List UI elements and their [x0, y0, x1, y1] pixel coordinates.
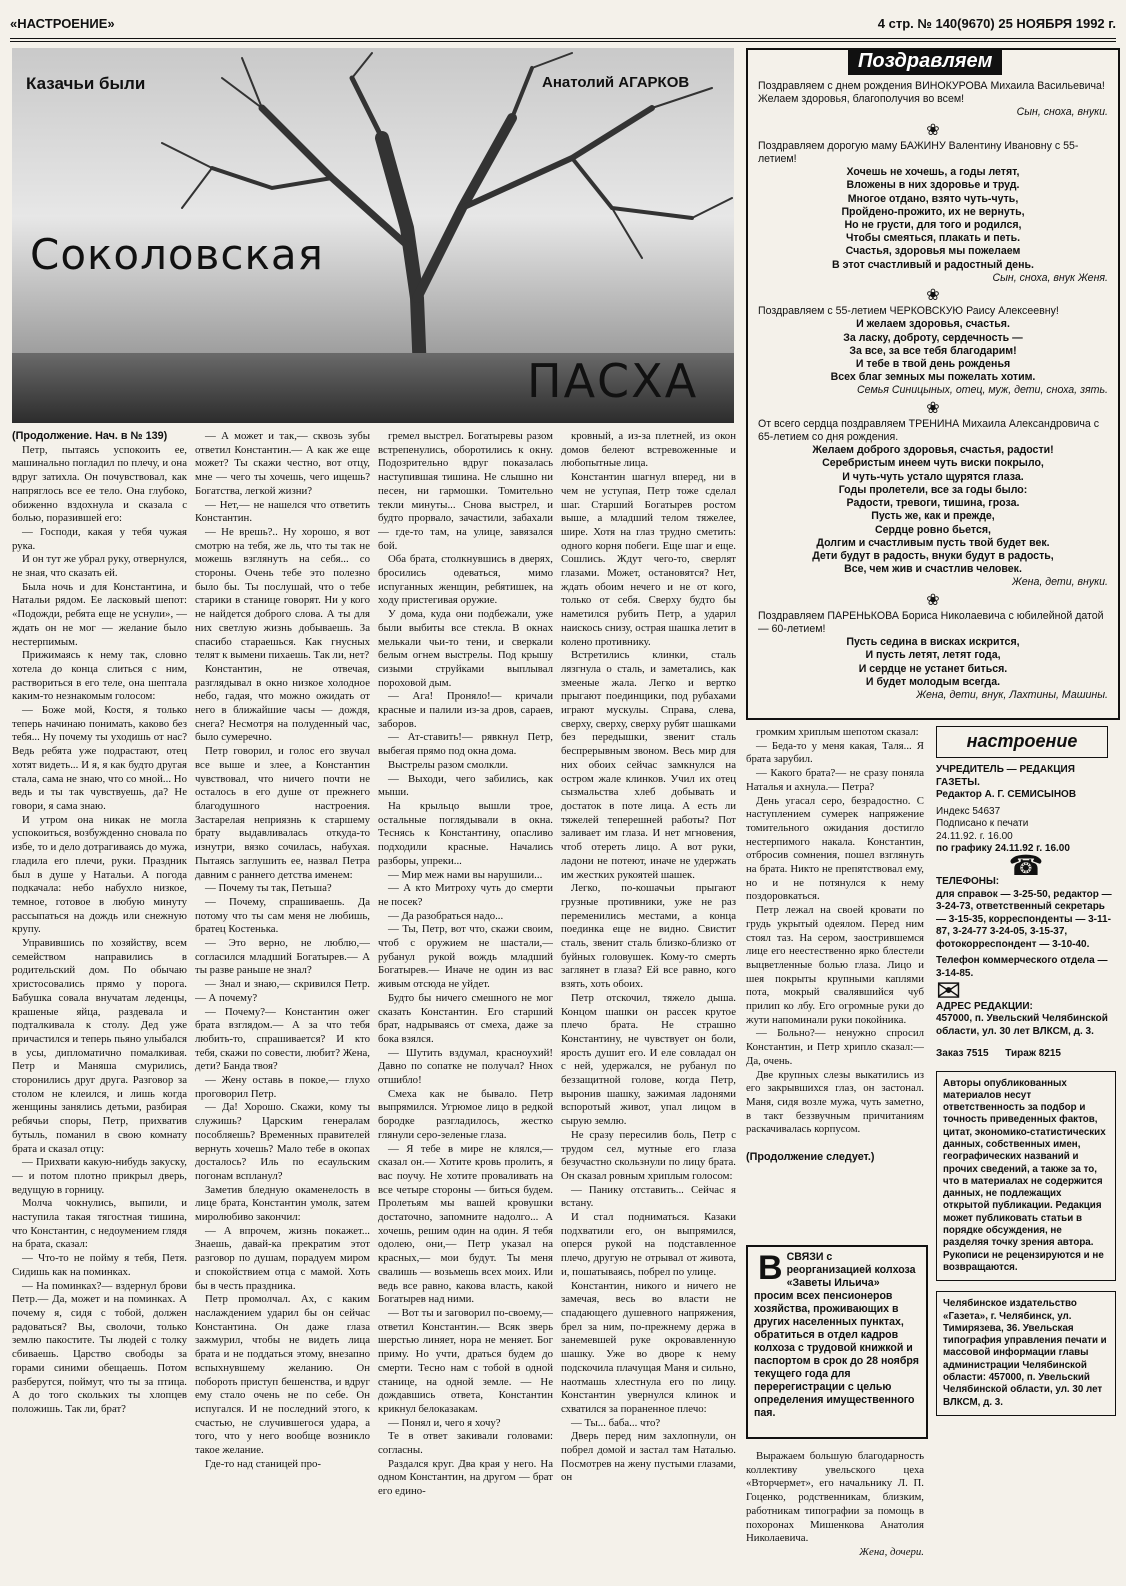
congratulation-intro: От всего сердца поздравляем ТРЕНИНА Михаила Александровича с 65-летием со дня рождения.	[758, 417, 1100, 444]
paragraph: — Шутить вздумал, красноухий! Давно по сопатке не получал? Ннох отшибло!	[378, 1046, 553, 1087]
paragraph: На крыльцо вышли трое, остальные поглядывали в окна. Теснясь к Константину, опасливо подходили красные. Начались разборы, упреки...	[378, 799, 553, 867]
signed-label: Подписано к печати	[936, 818, 1029, 829]
paragraph: Заметив бледную окаменелость в лице брата, Константин умолк, затем миролюбиво закончил:	[195, 1183, 370, 1224]
paragraph: Константин шагнул вперед, ни в чем не уступая, Петр тоже сделал шаг. Старший Богатырев ростом выше, а младший телом тяжелее, шире. Хотя на глаз трудно сметить: одного корня побеги. Еще шаг и еще. Сошлись. Ждут чего-то, сверлят глазами. Может, остановятся? Нет, ждать обоим нечего и не от кого, только от себя. Сверху будто бы наметился рубить Петр, а ударил наискось снизу, острая шашка летит в колено противнику.	[561, 471, 736, 648]
telephone-icon: ☎	[1008, 849, 1044, 881]
paragraph: Дверь перед ним захлопнули, он побрел домой и застал там Наталью. Посмотрев на жену пустыми глазами, он	[561, 1430, 736, 1484]
paragraph: Прижимаясь к нему так, словно хотела до конца слиться с ним, раствориться в его теле, она шептала каким-то незнакомым голосом:	[12, 649, 187, 703]
verse-line: Пройдено-прожито, их не вернуть,	[841, 205, 1025, 218]
to-be-continued: (Продолжение следует.)	[746, 1151, 875, 1164]
verse-line: Радости, тревоги, тишина, гроза.	[846, 497, 1020, 510]
verse-line: Пусть седина в висках искрится,	[846, 636, 1020, 649]
signed-date: 24.11.92. г. 16.00	[936, 830, 1013, 842]
verse-line: За ласку, доброту, сердечность —	[843, 331, 1023, 344]
article-column-2	[195, 430, 370, 1580]
verse-line: За все, за все тебя благодарим!	[849, 344, 1017, 357]
paragraph: Выстрелы разом смолкли.	[388, 758, 509, 771]
subscription-index: Индекс 54637	[936, 805, 1001, 817]
editor: Редактор А. Г. СЕМИСЫНОВ	[936, 789, 1077, 800]
congratulation-item	[758, 610, 1108, 702]
paragraph: — Это верно, не люблю,— согласился младший Богатырев.— А ты разве раньше не знал?	[195, 937, 370, 977]
paragraph: Петр говорил, и голос его звучал все выше и злее, а Константин чувствовал, что ничего почти не осталось в его душе от прежнего благодушного настроения. Застарелая неприязнь к старшему брату выдавливалась откуда-то изнутри, вязко сочилась, набухая. Пытаясь заглушить ее, назвал Петра давним с раннего детства именем:	[195, 745, 370, 881]
issue-info: 4 стр. № 140(9670) 25 НОЯБРЯ 1992 г.	[877, 16, 1116, 31]
paragraph: День угасал серо, безрадостно. С наступлением сумерек напряжение томительного ожидания достигло нестерпимого накала. Константин, отбросив сомнения, пошел взглянуть на брата. Никто не препятствовал ему, но и не потянулся к нему поздоровкаться.	[746, 794, 924, 903]
paragraph: — Я тебе в мире не клялся,— сказал он.— Хотите кровь пролить, я вас поучу. Не хотите проваливать на все четыре стороны — биться будем. Пролетьям мы вашей кровушки достаточно, запомните надолго... А хочешь, решим один на один. Я тебя одолею, они,— Петр указал на красных,— мои будут. Ты меня свалишь — возьмешь всех моих. Или ведь все равно, какова власть, какой Богатырев над ними.	[378, 1142, 553, 1306]
paragraph: Молча чокнулись, выпили, и наступила такая тягостная тишина, что Константин, с недоумением глядя на брата, сказал:	[12, 1197, 187, 1251]
gratitude-notice	[746, 1450, 924, 1580]
paragraph: Легко, по-кошачьи прыгают грузные противники, уже не раз переменились местами, а конца поединка еще не видно. Свистит сталь, звенит сталь близко-близко от буйных головушек. Кому-то смерть заглянет в глаза? Ей все равно, кого взять, хоть обоих.	[561, 882, 736, 991]
paragraph: — Какого брата?— не сразу поняла Наталья и ахнула.— Петра?	[746, 767, 924, 793]
paragraph: — Жену оставь в покое,— глухо проговорил Петр.	[195, 1074, 370, 1100]
verse-line: Дети будут в радость, внуки будут в радость,	[812, 549, 1054, 562]
article-title-part1: Соколовская	[30, 230, 324, 279]
paragraph: И утром она никак не могла успокоиться, возбужденно сновала по избе, то и дело дотрагиваясь до мужа, гладила его плечи, руки. Праздник был в душе у Натальи. А погода подкачала: небо набухло низкое, темное, готовое в любую минуту рассыпаться на дождь или снежную крупу.	[12, 813, 187, 936]
flower-ornament-icon: ❀	[926, 399, 940, 417]
paragraph: — Почему, спрашиваешь. Да потому что ты сам меня не любишь, братец Костенька.	[195, 895, 370, 936]
paragraph: И он тут же убрал руку, отвернулся, не зная, что сказать ей.	[12, 553, 187, 580]
paragraph: Константин, не отвечая, разглядывал в окно низкое холодное небо, гадая, что можно ожидать от него в ближайшие часы — дождя, снега? Несмотря на полуденный час, было сумеречно.	[195, 662, 370, 744]
congratulation-intro: Поздравляем с 55-летием ЧЕРКОВСКУЮ Раису Алексеевну!	[758, 305, 1059, 318]
paragraph: Где-то над станицей про-	[205, 1457, 321, 1470]
paragraph: — Что-то не пойму я тебя, Петя. Сидишь как на поминках.	[12, 1252, 187, 1278]
article-title-part2: ПАСХА	[527, 354, 699, 408]
paragraph: — Почему?— Константин ожег брата взглядом.— А за что тебя любить-то, спрашивается? И кто тебя, скажи по совести, любит? Жена, дети? Банда твоя?	[195, 1005, 370, 1073]
verse-line: Пусть же, как и прежде,	[871, 510, 995, 523]
paragraph: Была ночь и для Константина, и Натальи рядом. Ее ласковый шепот: «Подожди, ребята еще не уснули», — ждать он не мог — желание было нестерпимым.	[12, 580, 187, 648]
congratulation-item	[758, 140, 1108, 285]
paragraph: Встретились клинки, сталь лязгнула о сталь, и заметались, как змееные жала. Легко и вертко прыгают поединщики, под рубахами играют мускулы. Справа, слева, сверху, сверху, сверху рубят шашками без передышки, звенит сталь беспрерывным звоном. Весь мир для них обоих сейчас замкнулся на остром жале клинков. Учил их отец сызмальства хлеб добывать и достаток в поте лица. А есть ли тяжелей теперешней работы? Пот заливает им глаза. И нет мгновения, чтоб отереть лицо. А вот руки, ладони не потеют, иначе не удержать им жестких рукоятей шашек.	[561, 649, 736, 881]
congratulation-item	[758, 305, 1108, 397]
paragraph: — А может и так,— сквозь зубы ответил Константин.— А как же еще может? Ты скажи честно, вот отцу, мне — чего ты хочешь, чего ищешь? Богатства, легкой жизни?	[195, 430, 370, 497]
paragraph: Те в ответ закивали головами: согласны.	[378, 1430, 553, 1457]
verse-line: Хочешь не хочешь, а годы летят,	[846, 166, 1020, 179]
paragraph: — Мир меж нами вы нарушили...	[388, 868, 543, 881]
congratulation-item	[758, 418, 1108, 590]
phones-list: для справок — 3-25-50, редактор — 3-24-73, ответственный секретарь — 3-15-35, корреспонденты — 3-11-87, 3-24-77 3-24-05, 3-15-37, фотокорреспондент — 3-10-40.	[936, 888, 1112, 950]
verse-line: И сердце не устанет биться.	[858, 662, 1008, 675]
paragraph: — Выходи, чего забились, как мыши.	[378, 772, 553, 799]
address-title: АДРЕС РЕДАКЦИИ:	[936, 1000, 1033, 1012]
paragraph: — Вот ты и заговорил по-своему,— ответил Константин.— Всяк зверь шерстью линяет, нора не меняет. Бог приму. Но учти, драться будем до смерти. Тесно нам с тобой в одной станице, на одной земле. — Не дождавшись ответа, Константин крикнул белоказакам.	[378, 1307, 553, 1415]
paragraph: — Панику отставить... Сейчас я встану.	[561, 1183, 736, 1210]
paragraph: — Ты, Петр, вот что, скажи своим, чтоб с оружием не шастали,— рубанул рукой вождь младший Богатырев.— Иначе не один из вас живым отсюда не уйдет.	[378, 923, 553, 991]
paragraph: — Больно?— ненужно спросил Константин, и Петр хрипло сказал:— Да, очень.	[746, 1027, 924, 1067]
envelope-icon: ✉	[936, 975, 962, 1008]
verse-line: Вложены в них здоровье и труд.	[846, 179, 1020, 192]
congratulation-intro: Поздравляем ПАРЕНЬКОВА Бориса Николаевича с юбилейной датой — 60-летием!	[758, 609, 1104, 635]
disclaimer-box: Авторы опубликованных материалов несут ответственность за подбор и точность приведенных фактов, цитат, экономико-статистических данных, собственных имен, географических названий и прочих сведений, а также за то, что в материалах не содержится данных, не подлежащих открытой публикации. Редакция может публиковать статьи в порядке обсуждения, не разделяя точку зрения автора. Рукописи не рецензируются и не возвращаются.	[936, 1071, 1116, 1282]
article-column-5	[746, 726, 924, 1576]
paragraph: Смеха как не бывало. Петр выпрямился. Угрюмое лицо в редкой бородке разгладилось, жестко глянули серо-зеленые глаза.	[378, 1087, 553, 1141]
article-column-4	[561, 430, 736, 1580]
paragraph: Две крупных слезы выкатились из его закрывшихся глаз, он застонал. Маня, сидя возле мужа, чуть заметно, в такт беззвучным причитаниям раскачивалась корпусом.	[746, 1068, 924, 1136]
article-column-3	[378, 430, 553, 1580]
article-hero-photo	[12, 48, 734, 423]
newspaper-header	[10, 8, 1116, 42]
congratulation-signature: Жена, дети, внуки.	[1012, 576, 1108, 589]
founder: УЧРЕДИТЕЛЬ — РЕДАКЦИЯ ГАЗЕТЫ.	[936, 764, 1075, 788]
print-run: Тираж 8215	[1005, 1048, 1061, 1059]
gratitude-signature: Жена, дочери.	[859, 1545, 924, 1558]
flower-ornament-icon: ❀	[926, 121, 940, 139]
continuation-note: (Продолжение. Нач. в № 139)	[12, 430, 168, 442]
paragraph: Управившись по хозяйству, всем семейством направились в родительский дом. По обычаю христосовались прямо у порога. Бабушка совала внучатам леденцы, крашеные яйца, раздевала и подталкивала к столу. Дед уже причастился и теперь пьяно улыбался в усы, дипломатично помалкивая. Петр и Маняша смурились, сторонились друг друга. Разговор за столом не клеился, и лишь когда женщины занялись детьми, разбирая ребячьи споры, Петр, прихватив бутыль, поманил в свою комнату брата и сказал отцу:	[12, 937, 187, 1155]
verse-line: И тебе в твой день рожденья	[855, 358, 1011, 371]
congratulation-signature: Семья Синицыных, отец, муж, дети, сноха, зять.	[857, 384, 1108, 397]
print-schedule: по графику 24.11.92 г. 16.00	[936, 843, 1070, 854]
paragraph: — На поминках?— вздернул брови Петр.— Да, может и на поминках. А почему я, сидя с тобой, должен радоваться? Вы, сволочи, только землю пакостите. Ты людей с толку сбиваешь. Царство свободы за горами синими обещаешь. Потом разберутся, поймут, что ты за птица. А до того скольких ты хлопцев положишь. Так ли, брат?	[12, 1279, 187, 1415]
verse-line: Всех благ земных мы пожелать хотим.	[830, 371, 1036, 384]
paragraph: — Ты... баба... что?	[571, 1416, 661, 1429]
verse-line: Но не грусти, для того и родился,	[844, 219, 1022, 232]
announcement-box	[746, 1245, 928, 1439]
paragraph: — Ат-ставить!— рявкнул Петр, выбегая прямо под окна дома.	[378, 731, 553, 758]
drop-cap: В	[758, 1249, 783, 1287]
congratulations-list	[758, 80, 1108, 712]
article-column-1	[12, 430, 187, 1580]
verse-line: Все, чем жив и счастлив человек.	[844, 563, 1022, 576]
paragraph: Петр промолчал. Ах, с каким наслаждением ударил бы он сейчас Константина. Он даже глаза зажмурил, чтобы не видеть лица брата и не поддаться этому, внезапно вспыхнувшему желанию. Он побороть приступ бешенства, и вдруг ему стало очень не по себе. Он испугался. И не последний этого, к счастью, не случившегося удара, а того, что у него вообще возникло такое желание.	[195, 1293, 370, 1457]
paragraph: — Прихвати какую-нибудь закуску,— и потом плотно прикрыл дверь, ведущую в горницу.	[12, 1156, 187, 1196]
congratulation-intro: Поздравляем дорогую маму БАЖИНУ Валентину Ивановну с 55-летием!	[758, 139, 1079, 166]
verse-line: И чуть-чуть устало щурятся глаза.	[842, 470, 1024, 483]
congratulations-box	[746, 48, 1120, 720]
paragraph: Будто бы ничего смешного не мог сказать Константин. Его старший брат, надрываясь от смеха, даже за бока взялся.	[378, 991, 553, 1045]
newspaper-logo: настроение	[936, 726, 1108, 758]
paragraph: — Боже мой, Костя, я только теперь начинаю понимать, каково без тебя... Ну почему ты уходишь от нас? Ведь ребята уже подрастают, отец хотят видеть... И я, я как будто другая стала, сама не знаю, что со мной... Но ведь и ты так чувствуешь, да? Не говори, я сама знаю.	[12, 704, 187, 812]
announcement-body: СВЯЗИ с реорганизацией колхоза «Заветы Ильича» просим всех пенсионеров хозяйства, проживающих в других населенных пунктах, обратиться в отдел кадров колхоза с трудовой книжкой и паспортом в срок до 28 ноября текущего года для перерегистрации с целью определения имущественного пая.	[754, 1251, 919, 1419]
paragraph: И стал подниматься. Казаки подхватили его, он выпрямился, оперся рукой на подставленное плечо, другую не отрывал от живота, и, пошатываясь, побрел по улице.	[561, 1211, 736, 1278]
paragraph: Оба брата, столкнувшись в дверях, бросились одеваться, мимо испуганных женщин, ребятишек, на ходу пристегивая оружие.	[378, 553, 553, 607]
gratitude-text: Выражаем большую благодарность коллективу увельского цеха «Вторчермет», его начальнику Л. П. Гоценко, родственникам, близким, работникам типографии за помощь в похоронах Мишенкова Анатолия Николаевича.	[746, 1450, 924, 1545]
verse-line: И желаем здоровья, счастья.	[856, 318, 1010, 331]
phone-commercial: Телефон коммерческого отдела — 3-14-85.	[936, 955, 1108, 979]
congratulation-item	[758, 80, 1108, 120]
phones-title: ТЕЛЕФОНЫ:	[936, 876, 1000, 887]
paragraph: — А кто Митроху чуть до смерти не посек?	[378, 882, 553, 908]
verse-line: И будет молодым всегда.	[865, 675, 1001, 688]
publisher-box: Челябинское издательство «Газета», г. Челябинск, ул. Тимирязева, 36. Увельская типография управления печати и массовой информации главы администрации Челябинской области: 457000, п. Увельский Челябинской области, ул. 30 лет ВЛКСМ, д. 3.	[936, 1291, 1116, 1416]
article-series: Казачьи были	[26, 74, 146, 93]
congratulation-signature: Сын, сноха, внуки.	[1016, 106, 1108, 119]
paragraph: — А впрочем, жизнь покажет... Знаешь, давай-ка прекратим этот разговор по душам, порадуем миром и спокойствием отца с мамой. Хоть бы в честь праздника.	[195, 1224, 370, 1292]
article-body	[12, 430, 736, 1580]
verse-line: Долгим и счастливым пусть твой будет век.	[816, 536, 1050, 549]
paragraph: Константин, никого и ничего не замечая, весь во власти не спадающего душевного напряжения, брел за ним, по-прежнему держа в занемевшей руке окровавленную шашку. Уже во дворе к нему подскочила плачущая Маня и сильно, наотмашь хлестнула его по лицу. Константин увернулся клинок и схватился за пораненное плечо:	[561, 1279, 736, 1415]
congratulation-signature: Жена, дети, внук, Лахтины, Машины.	[916, 688, 1108, 701]
verse-line: И пусть летят, летят года,	[865, 649, 1001, 662]
paragraph: — Ага! Проняло!— кричали красные и палили из-за дров, сараев, заборов.	[378, 690, 553, 730]
paragraph: — Да разобраться надо...	[388, 909, 504, 922]
paragraph: Не сразу пересилив боль, Петр с трудом сел, мутные его глаза безучастно скользнули по лицу брата. Он сказал ровным хриплым голосом:	[561, 1128, 736, 1182]
paragraph: — Беда-то у меня какая, Таля... Я брата зарубил.	[746, 739, 924, 766]
verse-line: В этот счастливый и радостный день.	[832, 258, 1034, 271]
paragraph: — Господи, какая у тебя чужая рука.	[12, 525, 187, 552]
masthead-panel	[936, 726, 1116, 1416]
paragraph: — Почему ты так, Петьша?	[205, 882, 332, 895]
paragraph: Петр лежал на своей кровати по грудь укрытый одеялом. Перед ним стоял таз. На сером, заострившемся лице его неестественно ярко блестели выцветленные болью глаза. Лицо и шея покрыты крупными каплями пота, мокрый свалявшийся чуб прилип ко лбу. Его огромные руки до жути напоминали руки покойника.	[746, 904, 924, 1026]
paragraph: — Да! Хорошо. Скажи, кому ты служишь? Царским генералам пособляешь? Временных правителей вернуть хочешь? Мало тебе в окопах досталось? Иль по есаульским погонам вспланул?	[195, 1101, 370, 1182]
paragraph: — Знал и знаю,— скривился Петр.— А почему?	[195, 978, 370, 1004]
paragraph: Петр, пытаясь успокоить ее, машинально погладил по плечу, и она вдруг затихла. Он почувствовал, как напряглось все ее тело. Она глубоко, обиженно вздохнула и сказала с болью, поразившей его:	[12, 443, 187, 525]
paragraph: кровный, а из-за плетней, из окон домов белеют встревоженные и любопытные лица.	[561, 430, 736, 470]
verse-line: Чтобы смеяться, плакать и петь.	[845, 232, 1021, 245]
congratulation-signature: Сын, сноха, внук Женя.	[992, 271, 1108, 284]
verse-line: Годы пролетели, все за годы было:	[838, 483, 1028, 496]
article-author: Анатолий АГАРКОВ	[542, 74, 690, 91]
paragraph: — Не врешь?.. Ну хорошо, я вот смотрю на тебя, же ль, что ты так не можешь взглянуть на себя... со стороны. Очень тебе это полезно было бы. Ты послушай, что о тебе старики в станице говорят. Ни у кого не найдется доброго слова. А ты для них светлую жизнь добываешь. За спасибо стараешься. Как гнусных телят к вымени пихаешь. Так ли, нет?	[195, 525, 370, 662]
verse-line: Сердце ровно бьется,	[875, 523, 991, 536]
verse-line: Желаем доброго здоровья, счастья, радости!	[812, 444, 1054, 457]
paragraph: — Понял и, чего я хочу?	[388, 1416, 501, 1429]
paragraph: — Нет,— не нашелся что ответить Константин.	[195, 498, 370, 525]
section-name: «НАСТРОЕНИЕ»	[10, 16, 115, 31]
order-number: Заказ 7515	[936, 1048, 989, 1059]
congratulations-heading: Поздравляем	[848, 48, 1002, 75]
paragraph: Петр отскочил, тяжело дыша. Концом шашки он рассек крутое плечо брата. Не страшно Константину, не чувствует он боли, ярость душит его. И еле совладал он с ней, удержался, не рубанул по беззащитной голове, когда Петр, выронив шашку, зажимая ладонями вспоротый живот, упал лицом в сырую землю.	[561, 991, 736, 1128]
paragraph: гремел выстрел. Богатыревы разом встрепенулись, оборотились к окну. Подозрительно вдруг показалась наступившая тишина. Не слышно ни песен, ни гармошки. Томительно текли минуты... Снова выстрел, и будто прорвало, зачастили, забахали — где-то там, на улице, завязался бой.	[378, 430, 553, 552]
address: 457000, п. Увельский Челябинской области, ул. 30 лет ВЛКСМ, д. 3.	[936, 1013, 1108, 1037]
announcement-text	[748, 1247, 926, 1424]
flower-ornament-icon: ❀	[926, 287, 940, 305]
paragraph: У дома, куда они подбежали, уже были выбиты все стекла. В окнах мелькали чьи-то тени, и сверкали белым огнем выстрелы. Под крышу сизыми струйками выплывал пороховой дым.	[378, 608, 553, 689]
flower-ornament-icon: ❀	[926, 591, 940, 609]
paragraph: громким хриплым шепотом сказал:	[756, 726, 919, 738]
verse-line: Серебристым инеем чуть виски покрыло,	[822, 457, 1044, 470]
verse-line: Счастья, здоровья мы пожелаем	[845, 245, 1021, 258]
paragraph: Раздался круг. Два края у него. На одном Константин, на другом — брат его едино-	[378, 1457, 553, 1498]
verse-line: Многое отдано, взято чуть-чуть,	[847, 192, 1019, 205]
congratulation-intro: Поздравляем с днем рождения ВИНОКУРОВА Михаила Васильевича! Желаем здоровья, благополучия во всем!	[758, 80, 1105, 106]
